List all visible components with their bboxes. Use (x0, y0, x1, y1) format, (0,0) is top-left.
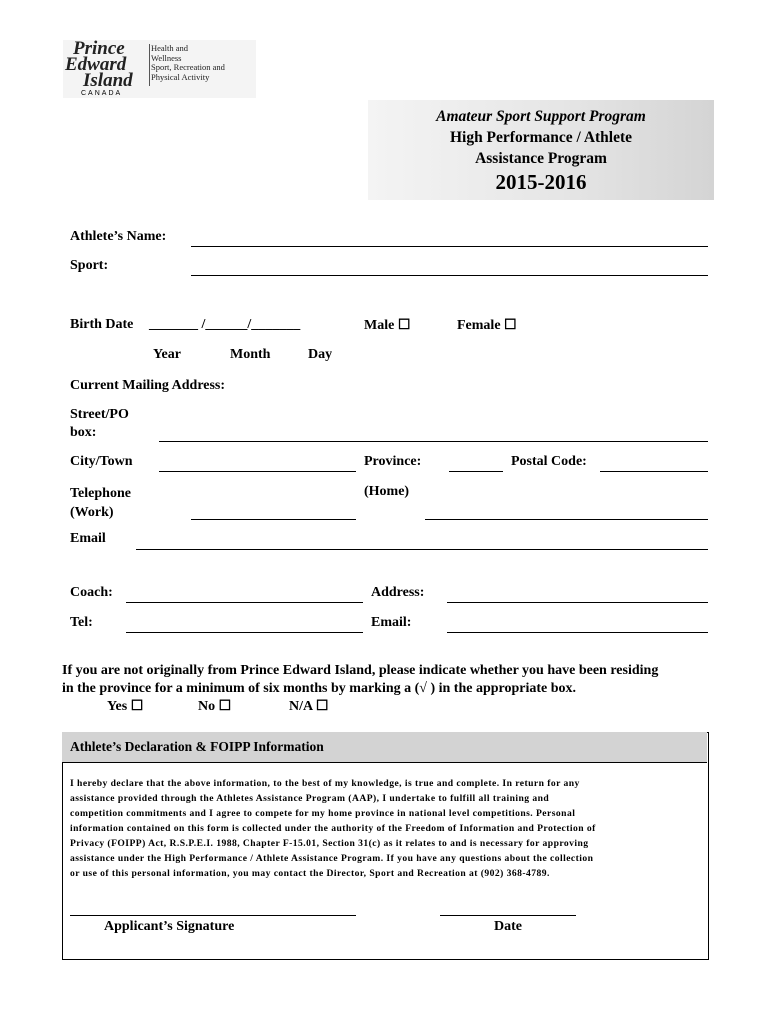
pei-logo (63, 40, 256, 98)
postal-code-field[interactable] (600, 471, 708, 472)
logo-word-edward: Edward (65, 54, 127, 75)
street-field[interactable] (159, 441, 708, 442)
logo-word-prince: Prince (73, 38, 125, 59)
declaration-title: Athlete’s Declaration & FOIPP Information (70, 739, 324, 754)
residency-na-checkbox[interactable]: N/A ☐ (289, 699, 329, 714)
coach-address-label: Address: (371, 585, 425, 600)
email-field[interactable] (136, 549, 708, 550)
signature-label: Applicant’s Signature (104, 919, 235, 934)
logo-dept-line3: Sport, Recreation and (151, 62, 225, 72)
coach-email-field[interactable] (447, 632, 708, 633)
province-label: Province: (364, 454, 422, 469)
declaration-header (62, 732, 707, 763)
program-name: Amateur Sport Support Program (436, 108, 646, 125)
declaration-text (70, 776, 700, 881)
coach-tel-field[interactable] (126, 632, 363, 633)
declaration-line: assistance provided through the Athletes Assistance Program (AAP), I undertake to fulfill all training and (70, 793, 550, 804)
email-label: Email (70, 531, 106, 546)
coach-address-field[interactable] (447, 602, 708, 603)
male-checkbox[interactable]: Male ☐ (364, 318, 411, 333)
city-field[interactable] (159, 471, 356, 472)
logo-word-island: Island (83, 70, 133, 91)
coach-field[interactable] (126, 602, 363, 603)
day-caption: Day (308, 347, 333, 362)
declaration-line: competition commitments and I agree to compete for my home province in national level competitions. Personal (70, 808, 576, 819)
street-label-line2: box: (70, 425, 97, 440)
residency-no-checkbox[interactable]: No ☐ (198, 699, 232, 714)
birth-date-label: Birth Date (70, 317, 134, 332)
residency-question-line2: in the province for a minimum of six months by marking a (√ ) in the appropriate box. (62, 681, 577, 696)
declaration-line: Privacy (FOIPP) Act, R.S.P.E.I. 1988, Chapter F-15.01, Section 31(c) as it relates to and is necessary for approving (70, 838, 589, 849)
logo-dept-line2: Wellness (151, 52, 182, 63)
home-phone-field[interactable] (425, 519, 708, 520)
street-label (70, 406, 129, 442)
declaration-line: or use of this personal information, you may contact the Director, Sport and Recreation at (902) 368-4789. (70, 868, 550, 879)
sport-label: Sport: (70, 258, 109, 273)
residency-question-line1: If you are not originally from Prince Edward Island, please indicate whether you have been residing (62, 663, 659, 678)
athlete-name-label: Athlete’s Name: (70, 229, 167, 244)
province-field[interactable] (449, 471, 503, 472)
signature-field[interactable] (70, 915, 356, 916)
coach-label: Coach: (70, 585, 113, 600)
sport-field[interactable] (191, 275, 708, 276)
telephone-label-line1: Telephone (70, 486, 131, 501)
program-subtitle-line1: High Performance / Athlete (449, 129, 633, 146)
declaration-line: information contained on this form is collected under the authority of the Freedom of Information and Protection of (70, 823, 596, 834)
program-year: 2015-2016 (495, 170, 587, 194)
mailing-address-label: Current Mailing Address: (70, 378, 226, 393)
female-checkbox[interactable]: Female ☐ (457, 318, 517, 333)
logo-divider (149, 44, 150, 86)
residency-yes-checkbox[interactable]: Yes ☐ (107, 699, 144, 714)
declaration-line: I hereby declare that the above information, to the best of my knowledge, is true and complete. In return for any (70, 778, 580, 789)
postal-code-label: Postal Code: (511, 454, 587, 469)
logo-dept-line4: Physical Activity (151, 71, 210, 82)
coach-email-label: Email: (371, 615, 412, 630)
athlete-name-field[interactable] (191, 246, 708, 247)
work-phone-field[interactable] (191, 519, 356, 520)
month-caption: Month (230, 347, 271, 362)
city-label: City/Town (70, 454, 133, 469)
logo-country: CANADA (81, 90, 123, 97)
declaration-line: assistance under the High Performance / Athlete Assistance Program. If you have any questions about the collection (70, 853, 594, 864)
home-label: (Home) (364, 484, 410, 499)
logo-dept-line1: Health and (151, 43, 189, 53)
birth-date-field[interactable]: _______ /______/_______ (149, 317, 301, 332)
telephone-label (70, 484, 131, 522)
date-field[interactable] (440, 915, 576, 916)
telephone-label-line2: (Work) (70, 505, 114, 520)
street-label-line1: Street/PO (70, 407, 129, 422)
program-subtitle-line2: Assistance Program (475, 150, 607, 167)
year-caption: Year (153, 347, 181, 362)
date-label: Date (494, 919, 522, 934)
program-header (368, 100, 714, 200)
coach-tel-label: Tel: (70, 615, 93, 630)
logo-department (151, 44, 225, 82)
